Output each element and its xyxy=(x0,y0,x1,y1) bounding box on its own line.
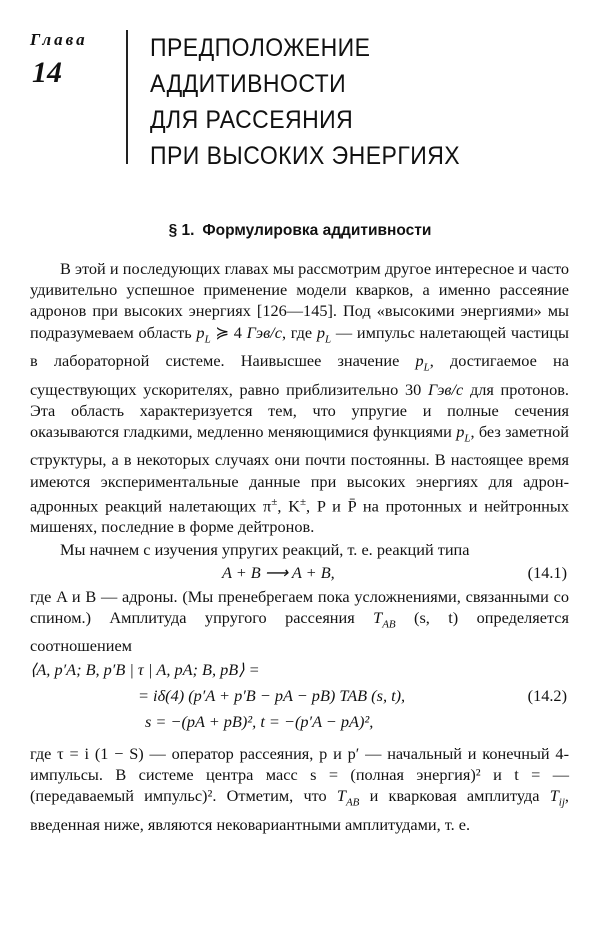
text-run: , достигаемое на существующих ускорителях, равно приблизительно 30 xyxy=(30,351,569,399)
chapter-number: 14 xyxy=(32,56,62,89)
chapter-title xyxy=(150,30,460,174)
text-run: Гэв/с xyxy=(427,379,464,399)
text-run: где τ = i (1 − S) — оператор рассеяния, p и p′ — начальный и конечный 4-импульсы. В системе центра масс s = (полная энергия)² и t = — (передаваемый импульс)². Отметим, что xyxy=(30,743,569,806)
chapter-label xyxy=(30,30,120,90)
equation-14-2-line2 xyxy=(30,683,569,709)
chapter-title-line: ДЛЯ РАССЕЯНИЯ xyxy=(150,106,354,134)
chapter-title-line: ПРЕДПОЛОЖЕНИЕ xyxy=(150,34,371,62)
text-run: , введенная ниже, являются нековариантными амплитудами, т. е. xyxy=(30,786,569,834)
equation-14-2-line1 xyxy=(30,657,569,683)
equation-expression: s = −(pA + pB)², t = −(p′A − pA)², xyxy=(145,711,374,731)
paragraph: где τ = i (1 − S) — оператор рассеяния, p и p′ — начальный и конечный 4-импульсы. В системе центра масс s = (полная энергия)² и t = — (передаваемый импульс)². Отметим, что $T_{AB}$ и кварковая амплитуда $T_{ij}$, введенная ниже, являются нековариантными амплитудами, т. е. xyxy=(30,743,569,834)
text-run: где A и B — адроны. (Мы пренебрегаем пока усложнениями, связанными со спином.) Амплитуда упругого рассеяния xyxy=(30,586,569,628)
paragraph: где A и B — адроны. (Мы пренебрегаем пока усложнениями, связанными со спином.) Амплитуда упругого рассеяния $T_{AB}$ (s, t) определяется соотношением xyxy=(30,586,569,656)
equation-14-1 xyxy=(30,560,569,586)
text-run: и кварковая амплитуда xyxy=(359,786,550,806)
chapter-divider xyxy=(126,30,128,164)
text-run: , P и P̄ на протонных и нейтронных мишенях, последние в форме дейтронов. xyxy=(30,496,569,537)
text-run: , K xyxy=(277,496,300,516)
text-run: — импульс налетающей частицы в лабораторной системе. Наивысшее значение xyxy=(30,322,570,371)
text-run: , где xyxy=(281,322,317,342)
text-run: , без заметной структуры, а в некоторых случаях они почти постоянны. В настоящее время имеются экспериментальные данные при высоких энергиях для адрон-адронных реакций налетающих π xyxy=(30,421,569,516)
section-title: Формулировка аддитивности xyxy=(202,222,432,239)
equation-expression: ⟨A, p′A; B, p′B | τ | A, pA; B, pB⟩ = xyxy=(30,659,260,679)
body-text xyxy=(30,258,569,835)
chapter-title-line: ПРИ ВЫСОКИХ ЭНЕРГИЯХ xyxy=(150,142,461,170)
chapter-title-line: АДДИТИВНОСТИ xyxy=(150,70,347,98)
equation-number: (14.2) xyxy=(527,685,567,705)
text-run: Гэв/с xyxy=(241,322,282,342)
chapter-word: Глава xyxy=(30,30,88,49)
text-run: (s, t) определяется соотношением xyxy=(30,608,569,656)
equation-number: (14.1) xyxy=(527,562,567,582)
equation-14-2-line3 xyxy=(30,709,569,735)
paragraph: Мы начнем с изучения упругих реакций, т. е. реакций типа xyxy=(60,539,470,559)
section-number: § 1. xyxy=(168,222,195,239)
text-run: В этой и последующих главах мы рассмотрим другое интересное и часто удивительно успешное применение модели кварков, а именно рассеяние адронов при высоких энергиях [126—145]. Под «высокими энергиями» мы подразумеваем область xyxy=(30,259,569,342)
text-run: для протонов. Эта область характеризуется тем, что упругие и полные сечения оказываются гладкими, медленно меняющимися функциями xyxy=(30,379,569,441)
equation-expression: A + B ⟶ A + B, xyxy=(222,562,335,582)
section-heading xyxy=(0,222,600,240)
paragraph: В этой и последующих главах мы рассмотрим другое интересное и часто удивительно успешное применение модели кварков, а именно рассеяние адронов при высоких энергиях [126—145]. Под «высокими энергиями» мы подразумеваем область $p_L$ ≽ 4 Гэв/с, где $p_L$ — импульс налетающей частицы в лабораторной системе. Наивысшее значение $p_L$, достигаемое на существующих ускорителях, равно приблизительно 30 Гэв/с для протонов. Эта область характеризуется тем, что упругие и полные сечения оказываются гладкими, медленно меняющимися функциями $p_L$, без заметной структуры, а в некоторых случаях они почти постоянны. В настоящее время имеются экспериментальные данные при высоких энергиях для адрон-адронных реакций налетающих π±, K±, P и P̄ на протонных и нейтронных мишенях, последние в форме дейтронов. xyxy=(30,259,570,537)
equation-expression: = iδ(4) (p′A + p′B − pA − pB) TAB (s, t), xyxy=(138,685,406,705)
